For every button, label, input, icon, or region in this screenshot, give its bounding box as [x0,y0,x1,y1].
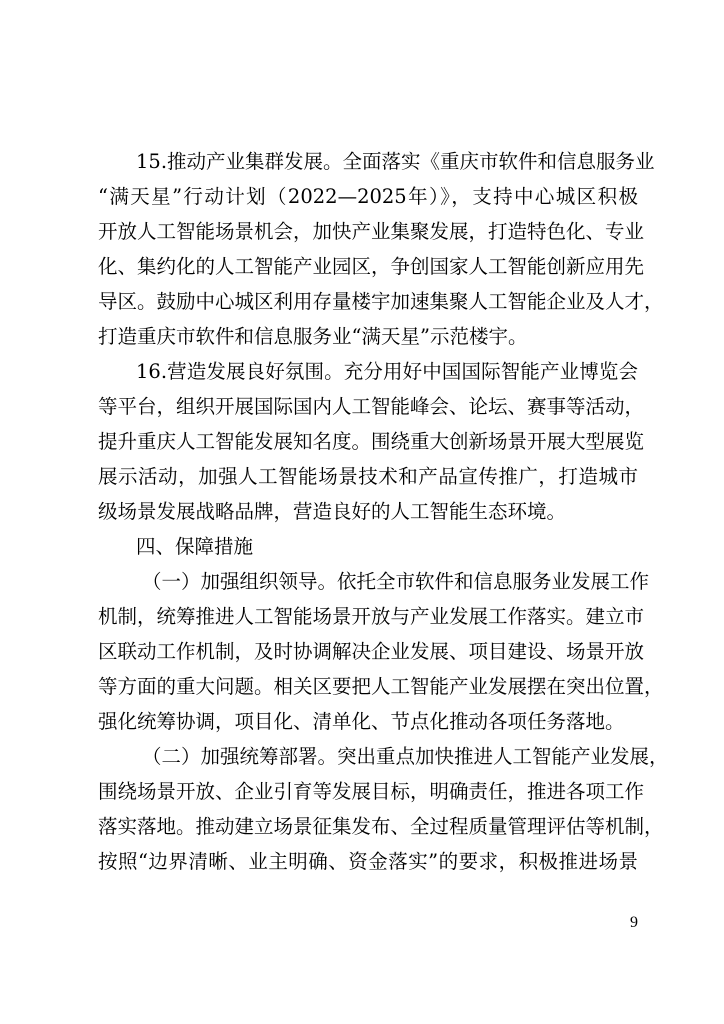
subsection-2-line-1: （二）加强统筹部署。突出重点加快推进人工智能产业发展， [142,745,669,768]
subsection-1-line-1: （一）加强组织领导。依托全市软件和信息服务业发展工作 [142,570,650,593]
paragraph-15-line-4: 化、集约化的人工智能产业园区，争创国家人工智能创新应用先 [98,255,645,278]
section-heading: 四、保障措施 [136,535,254,558]
subsection-2-line-2: 围绕场景开放、企业引育等发展目标，明确责任，推进各项工作 [98,780,645,803]
paragraph-15-line-2: “满天星”行动计划（2022—2025年）》，支持中心城区积极 [98,185,638,208]
subsection-2-line-3: 落实落地。推动建立场景征集发布、全过程质量管理评估等机制， [98,815,664,838]
subsection-1-line-4: 等方面的重大问题。相关区要把人工智能产业发展摆在突出位置， [98,675,664,698]
paragraph-16-line-5: 级场景发展战略品牌，营造良好的人工智能生态环境。 [98,500,567,523]
paragraph-15-line-6: 打造重庆市软件和信息服务业“满天星”示范楼宇。 [98,325,528,348]
subsection-1-line-2: 机制，统筹推进人工智能场景开放与产业发展工作落实。建立市 [98,605,645,628]
paragraph-16-line-3: 提升重庆人工智能发展知名度。围绕重大创新场景开展大型展览 [98,430,645,453]
subsection-1-line-5: 强化统筹协调，项目化、清单化、节点化推动各项任务落地。 [98,710,625,733]
page-number: 9 [630,914,638,931]
paragraph-16-line-4: 展示活动，加强人工智能场景技术和产品宣传推广，打造城市 [98,465,638,488]
subsection-1-line-3: 区联动工作机制，及时协调解决企业发展、项目建设、场景开放 [98,640,645,663]
paragraph-16-line-2: 等平台，组织开展国际国内人工智能峰会、论坛、赛事等活动， [98,395,645,418]
paragraph-15-line-1: 15.推动产业集群发展。全面落实《重庆市软件和信息服务业 [136,150,655,173]
subsection-2-line-4: 按照“边界清晰、业主明确、资金落实”的要求，积极推进场景 [98,850,638,873]
paragraph-15-line-3: 开放人工智能场景机会，加快产业集聚发展，打造特色化、专业 [98,220,645,243]
paragraph-16-line-1: 16.营造发展良好氛围。充分用好中国国际智能产业博览会 [136,360,638,383]
paragraph-15-line-5: 导区。鼓励中心城区利用存量楼宇加速集聚人工智能企业及人才， [98,290,664,313]
